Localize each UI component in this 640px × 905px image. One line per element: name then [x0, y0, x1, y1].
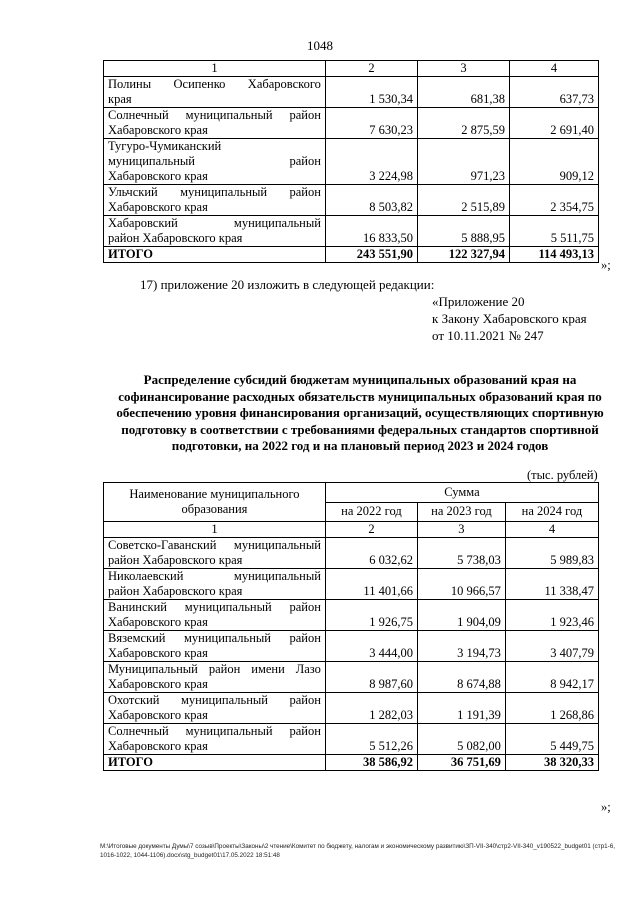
sum-header: Сумма	[325, 483, 598, 503]
subsidy-table	[103, 482, 599, 771]
appendix-line: «Приложение 20	[432, 294, 525, 309]
closing-quote-suffix: »;	[601, 800, 611, 814]
table-row	[104, 631, 599, 662]
value-cell: 2 875,59	[417, 108, 509, 139]
total-value: 122 327,94	[417, 247, 509, 263]
municipality-name: Охотский муниципальный район Хабаровского края	[104, 693, 326, 724]
document-title: Распределение субсидий бюджетам муниципальных образований края на софинансирование расходных обязательств муниципальных образований края по обеспечению уровня финансирования организаций, осуществляющих спортивную подготовку в соответствии с требованиями федеральных стандартов спортивной подготовки, на 2022 год и на плановый период 2023 и 2024 годов	[116, 372, 604, 453]
year-header: на 2023 год	[417, 502, 505, 522]
year-header: на 2024 год	[505, 502, 598, 522]
value-cell: 1 926,75	[325, 600, 417, 631]
column-number: 2	[325, 522, 417, 538]
name-column-header: Наименование муниципального образования	[104, 483, 326, 522]
table-row	[104, 662, 599, 693]
value-cell: 5 082,00	[417, 724, 505, 755]
table-row	[104, 569, 599, 600]
table-row	[104, 538, 599, 569]
unit-label: (тыс. рублей)	[527, 468, 598, 482]
municipality-name: Солнечный муниципальный район Хабаровского края	[104, 724, 326, 755]
column-number: 2	[325, 61, 417, 77]
table-row	[104, 77, 599, 108]
value-cell: 6 032,62	[325, 538, 417, 569]
column-number: 1	[104, 522, 326, 538]
table-row	[104, 724, 599, 755]
column-number: 3	[417, 61, 509, 77]
table-header-row	[104, 483, 599, 503]
value-cell: 8 503,82	[325, 185, 417, 216]
municipality-name: Ульчский муниципальный район Хабаровского края	[104, 185, 326, 216]
year-header: на 2022 год	[325, 502, 417, 522]
value-cell: 1 268,86	[505, 693, 598, 724]
value-cell: 11 338,47	[505, 569, 598, 600]
column-number: 4	[509, 61, 598, 77]
value-cell: 971,23	[417, 139, 509, 185]
value-cell: 1 923,46	[505, 600, 598, 631]
column-number: 4	[505, 522, 598, 538]
value-cell: 5 512,26	[325, 724, 417, 755]
value-cell: 5 888,95	[417, 216, 509, 247]
table-row	[104, 693, 599, 724]
value-cell: 1 530,34	[325, 77, 417, 108]
municipality-name: Вяземский муниципальный район Хабаровского края	[104, 631, 326, 662]
table-row	[104, 139, 599, 185]
closing-quote-suffix: »;	[601, 258, 611, 272]
table-row	[104, 108, 599, 139]
amendment-paragraph: 17) приложение 20 изложить в следующей редакции:	[140, 277, 435, 292]
table-row	[104, 216, 599, 247]
value-cell: 1 282,03	[325, 693, 417, 724]
value-cell: 2 515,89	[417, 185, 509, 216]
value-cell: 5 989,83	[505, 538, 598, 569]
municipality-name: Полины Осипенко Хабаровского края	[104, 77, 326, 108]
appendix-line: к Закону Хабаровского края	[432, 311, 587, 326]
total-row	[104, 755, 599, 771]
value-cell: 3 444,00	[325, 631, 417, 662]
value-cell: 7 630,23	[325, 108, 417, 139]
continuation-table	[103, 60, 599, 263]
total-value: 114 493,13	[509, 247, 598, 263]
value-cell: 5 449,75	[505, 724, 598, 755]
value-cell: 637,73	[509, 77, 598, 108]
value-cell: 11 401,66	[325, 569, 417, 600]
table-row	[104, 185, 599, 216]
table-header-row	[104, 61, 599, 77]
value-cell: 8 942,17	[505, 662, 598, 693]
municipality-name: Николаевский муниципальный район Хабаровского края	[104, 569, 326, 600]
municipality-name: Советско-Гаванский муниципальный район Хабаровского края	[104, 538, 326, 569]
value-cell: 3 224,98	[325, 139, 417, 185]
value-cell: 16 833,50	[325, 216, 417, 247]
value-cell: 3 407,79	[505, 631, 598, 662]
file-path-footer: М:\Итоговые документы Думы\7 созыв\Проекты\Законы\2 чтение\Комитет по бюджету, налогам и экономическому развитию\ЗП-VII-340\стр2-VII-340_v190522_budget01 (стр1-6, 1016-1022, 1044-1106).docx\stg_budget01\17.05.2022 18:51:48	[100, 843, 615, 859]
municipality-name: Солнечный муниципальный район Хабаровского края	[104, 108, 326, 139]
column-number: 1	[104, 61, 326, 77]
value-cell: 5 511,75	[509, 216, 598, 247]
table-row	[104, 600, 599, 631]
municipality-name: Муниципальный район имени Лазо Хабаровского края	[104, 662, 326, 693]
total-label: ИТОГО	[104, 247, 326, 263]
total-value: 36 751,69	[417, 755, 505, 771]
total-value: 38 320,33	[505, 755, 598, 771]
column-number: 3	[417, 522, 505, 538]
value-cell: 8 674,88	[417, 662, 505, 693]
municipality-name: Тугуро-Чумиканский муниципальный район Хабаровского края	[104, 139, 326, 185]
municipality-name: Ванинский муниципальный район Хабаровского края	[104, 600, 326, 631]
value-cell: 2 354,75	[509, 185, 598, 216]
value-cell: 10 966,57	[417, 569, 505, 600]
value-cell: 2 691,40	[509, 108, 598, 139]
municipality-name: Хабаровский муниципальный район Хабаровского края	[104, 216, 326, 247]
total-row	[104, 247, 599, 263]
value-cell: 1 904,09	[417, 600, 505, 631]
value-cell: 909,12	[509, 139, 598, 185]
value-cell: 681,38	[417, 77, 509, 108]
page-number: 1048	[307, 38, 333, 53]
total-value: 38 586,92	[325, 755, 417, 771]
total-label: ИТОГО	[104, 755, 326, 771]
total-value: 243 551,90	[325, 247, 417, 263]
value-cell: 5 738,03	[417, 538, 505, 569]
value-cell: 8 987,60	[325, 662, 417, 693]
column-number-row	[104, 522, 599, 538]
value-cell: 3 194,73	[417, 631, 505, 662]
value-cell: 1 191,39	[417, 693, 505, 724]
appendix-line: от 10.11.2021 № 247	[432, 328, 544, 343]
